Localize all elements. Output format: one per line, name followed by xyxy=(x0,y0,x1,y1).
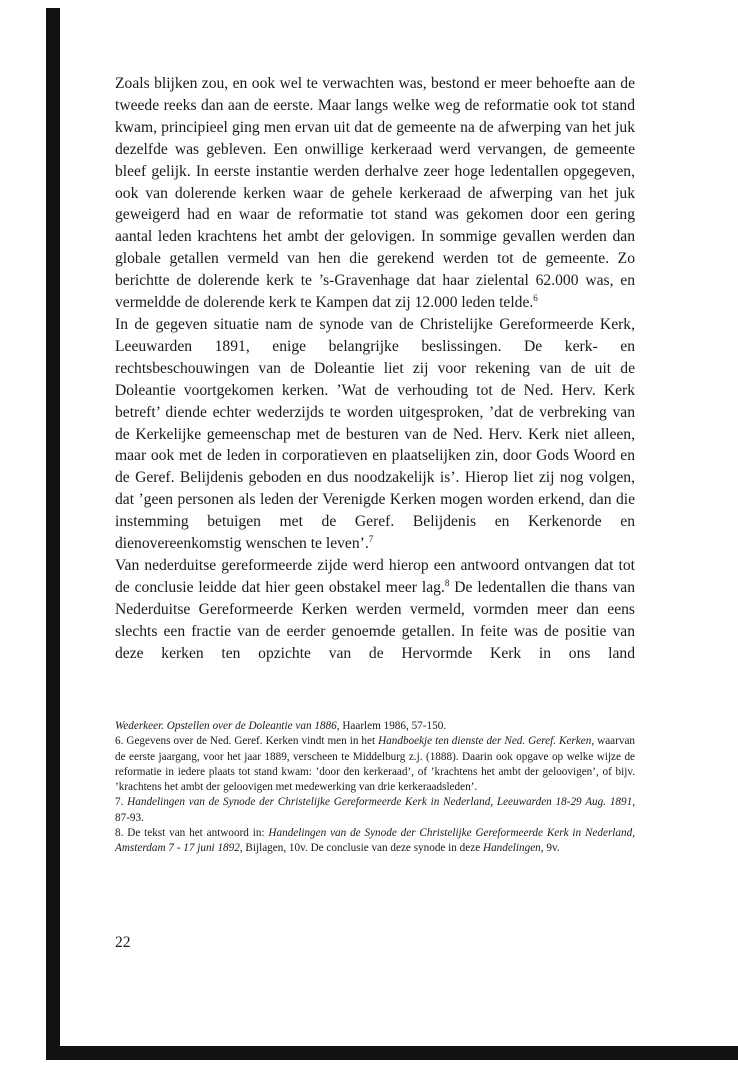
footnote-6 xyxy=(115,734,635,795)
footnotes xyxy=(115,719,635,857)
footnote-6-title: Handboekje ten dienste der Ned. Geref. Kerken, xyxy=(378,735,595,748)
footnote-8-title-2: Handelingen, xyxy=(482,842,544,855)
footnote-7-lead: 7. xyxy=(115,796,128,809)
footnote-8-lead: 8. De tekst van het antwoord in: xyxy=(115,827,269,840)
paragraph-2-text: In de gegeven situatie nam de synode van de Christelijke Gereformeerde Kerk, Leeuwarden 1891, enige belangrijke beslissingen. De kerk- en rechtsbeschouwingen van de Doleantie liet zij voor rekening van de uit de Doleantie voortgekomen kerken. ’Wat de verhouding tot de Ned. Herv. Kerk betreft’ diende echter wederzijds te worden uitgesproken, ’dat de verbreking van de Kerkelijke gemeenschap met de besturen van de Ned. Herv. Kerk niet alleen, maar ook met de leden in corporatieven en plaatselijken zin, door Gods Woord en de Geref. Belijdenis geboden en dus noodzakelijk is’. Hierop liet zij nog volgen, dat ’geen personen als leden der Verenigde Kerken mogen worden erkend, dan die instemming betuigen met de Geref. Belijdenis en Kerkenorde en dienovereenkomstig wenschen te leven’. xyxy=(115,315,635,553)
footnote-6-rest: waarvan de eerste jaargang, voor het jaar 1889, verscheen te Middelburg z.j. (1888). Daarin ook opgave op welke wijze de reformatie in iedere plaats tot stand kwam: ’door den kerkeraad’, of ’krachtens het ambt der geloovigen’, of bijv. ’krachtens het ambt der geloovigen met medewerking van drie kerkeraadsleden’. xyxy=(115,735,636,794)
footnote-8-rest: 9v. xyxy=(543,842,560,855)
paragraph-1-text: Zoals blijken zou, en ook wel te verwachten was, bestond er meer behoefte aan de tweede reeks dan aan de eerste. Maar langs welke weg de reformatie ook tot stand kwam, principieel ging men ervan uit dat de gemeente na de afwerping van het juk dezelfde was gebleven. Een onwillige kerkeraad werd vervangen, de gemeente bleef gelijk. In eerste instantie werden derhalve zeer hoge ledentallen opgegeven, ook van dolerende kerken waar de gehele kerkeraad de afwerping van het juk geweigerd had en waar de reformatie tot stand was gekomen door een gering aantal leden krachtens het ambt der gelovigen. In sommige gevallen werden dan globale getallen vermeld van hen die gerekend werden tot de gemeente. Zo berichtte de dolerende kerk te ’s-Gravenhage dat haar zielental 62.000 was, en vermeldde de dolerende kerk te Kampen dat zij 12.000 leden telde. xyxy=(115,75,635,312)
footnote-7 xyxy=(115,795,635,826)
scan-left-border xyxy=(46,8,60,1060)
paragraph-3-text-a: Van nederduitse gereformeerde zijde werd hierop een antwoord ontvangen dat tot de conclusie leidde dat hier geen obstakel meer lag. xyxy=(115,556,635,596)
footnote-continued-title: Wederkeer. Opstellen over de Doleantie van 1886, xyxy=(115,720,340,732)
paragraph-2 xyxy=(115,314,635,555)
paragraph-1 xyxy=(115,73,635,314)
scan-bottom-border xyxy=(46,1046,738,1060)
footnote-7-title: Handelingen van de Synode der Christelijke Gereformeerde Kerk in Nederland, Leeuwarden 18-29 Aug. 1891, xyxy=(127,796,635,809)
main-text xyxy=(115,73,635,664)
footnote-8-title: Handelingen van de Synode der Christelijke Gereformeerde Kerk in Nederland, Amsterdam 7 - 17 juni 1892, xyxy=(115,827,635,855)
footnote-ref-8: 8 xyxy=(444,577,450,588)
paragraph-3 xyxy=(115,555,635,665)
footnote-ref-7: 7 xyxy=(368,534,374,545)
footnote-continued-rest: Haarlem 1986, 57-150. xyxy=(339,720,447,732)
page-number: 22 xyxy=(115,934,131,951)
paragraph-3-text-b: De ledentallen die thans van Nederduitse Gereformeerde Kerken werden vermeld, vormden meer dan eens slechts een fractie van de eerder genoemde getallen. In feite was de positie van deze kerken ten opzichte van de Hervormde Kerk in ons land xyxy=(115,578,635,662)
footnote-continued xyxy=(115,719,635,734)
footnote-ref-6: 6 xyxy=(533,293,538,304)
footnote-8 xyxy=(115,826,635,857)
footnote-8-mid: Bijlagen, 10v. De conclusie van deze synode in deze xyxy=(242,842,483,855)
footnote-6-lead: 6. Gegevens over de Ned. Geref. Kerken vindt men in het xyxy=(115,735,379,748)
footnote-7-rest: 87-93. xyxy=(115,811,144,824)
